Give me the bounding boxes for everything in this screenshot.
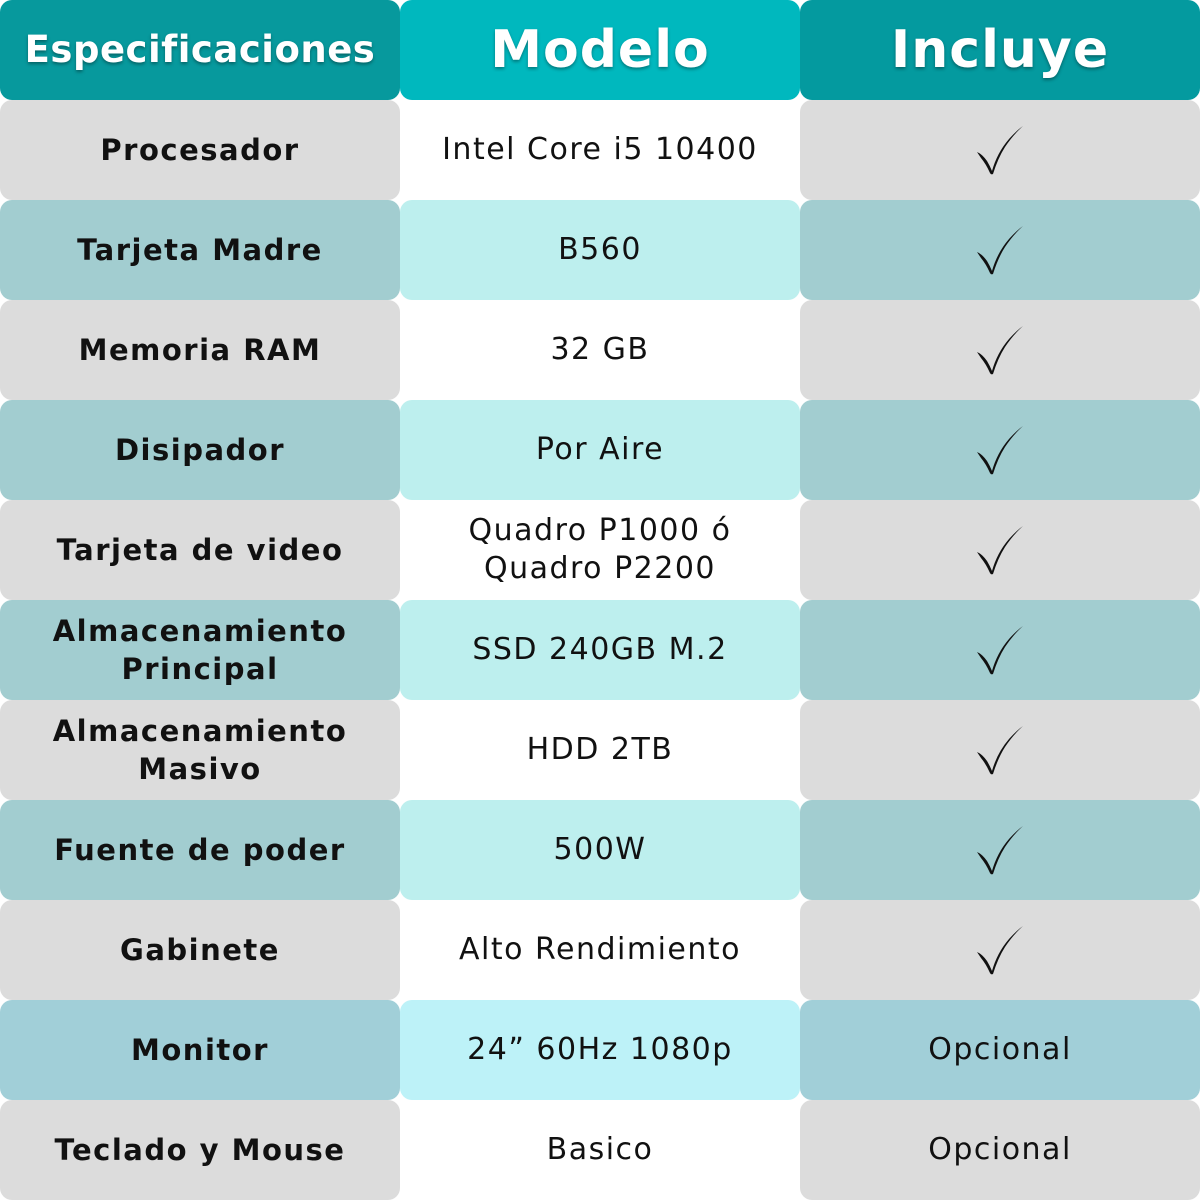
model-value: 500W (400, 800, 800, 900)
includes-cell (800, 100, 1200, 200)
check-icon (973, 923, 1027, 977)
model-value: HDD 2TB (400, 700, 800, 800)
model-value: Quadro P1000 ó Quadro P2200 (400, 500, 800, 600)
includes-cell (800, 200, 1200, 300)
model-value: 32 GB (400, 300, 800, 400)
spec-label: Almacenamiento Masivo (0, 700, 400, 800)
spec-label: Tarjeta de video (0, 500, 400, 600)
model-value: Por Aire (400, 400, 800, 500)
model-value: B560 (400, 200, 800, 300)
model-value: 24” 60Hz 1080p (400, 1000, 800, 1100)
spec-label: Teclado y Mouse (0, 1100, 400, 1200)
optional-label: Opcional (928, 1032, 1072, 1067)
model-value: Alto Rendimiento (400, 900, 800, 1000)
check-icon (973, 423, 1027, 477)
spec-label: Almacenamiento Principal (0, 600, 400, 700)
spec-label: Gabinete (0, 900, 400, 1000)
model-value: SSD 240GB M.2 (400, 600, 800, 700)
includes-cell (800, 400, 1200, 500)
spec-label: Monitor (0, 1000, 400, 1100)
includes-cell (800, 1100, 1200, 1200)
includes-cell (800, 600, 1200, 700)
header-model: Modelo (400, 0, 800, 100)
model-value: Intel Core i5 10400 (400, 100, 800, 200)
header-includes: Incluye (800, 0, 1200, 100)
includes-cell (800, 700, 1200, 800)
check-icon (973, 223, 1027, 277)
includes-cell (800, 900, 1200, 1000)
check-icon (973, 323, 1027, 377)
optional-label: Opcional (928, 1132, 1072, 1167)
check-icon (973, 123, 1027, 177)
includes-cell (800, 300, 1200, 400)
spec-label: Fuente de poder (0, 800, 400, 900)
check-icon (973, 823, 1027, 877)
spec-label: Disipador (0, 400, 400, 500)
spec-label: Tarjeta Madre (0, 200, 400, 300)
check-icon (973, 623, 1027, 677)
model-value: Basico (400, 1100, 800, 1200)
check-icon (973, 523, 1027, 577)
includes-cell (800, 800, 1200, 900)
header-spec: Especificaciones (0, 0, 400, 100)
spec-label: Procesador (0, 100, 400, 200)
check-icon (973, 723, 1027, 777)
includes-cell (800, 500, 1200, 600)
spec-label: Memoria RAM (0, 300, 400, 400)
includes-cell (800, 1000, 1200, 1100)
